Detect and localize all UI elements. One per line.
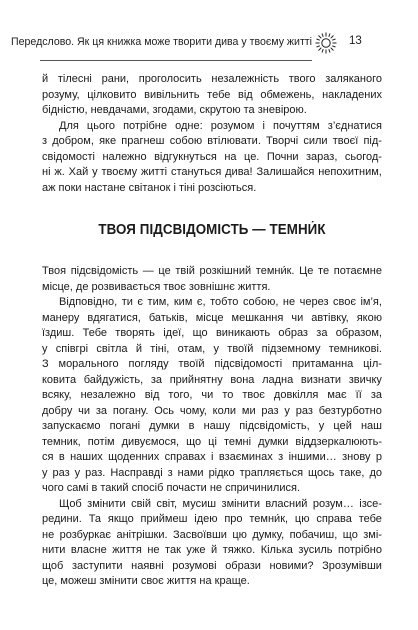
text-line: ковита байдужість, за прийнятну вона ладна визнати звичку (42, 373, 382, 386)
page-body (42, 72, 382, 590)
text-line: й тілесні рани, проголосить незалежність твого заляканого (42, 73, 382, 85)
text-line: чого самі в такий спосіб почасти не спричинилися. (42, 482, 300, 494)
page-number: 13 (349, 35, 362, 47)
text-line: З морального погляду твоїй підсвідомості притаманна ціл- (42, 358, 382, 370)
text-line: аж поки настане світанок і тіні розсіються. (42, 181, 257, 194)
text-line: темник, потім дивуємося, що ці темні думки віддзеркалюють- (42, 435, 382, 448)
text-line: щоб заступити наявні розумові образи новими? Зрозумівши (42, 559, 382, 572)
section-heading: ТВОЯ ПІДСВІДОМІСТЬ — ТЕМНИ́К (98, 222, 326, 238)
header-rule (40, 60, 312, 61)
text-line: не розбуркає анітрішки. Засвоївши цю думку, побачиш, що змі- (42, 528, 382, 541)
text-line: запускаємо погані думки в нашу підсвідомість, у цей наш (42, 420, 382, 432)
paragraph (42, 497, 382, 590)
text-line: Для цього потрібне одне: розумом і почуттям з’єднатися (59, 119, 382, 132)
paragraph (42, 295, 382, 497)
text-line: Щоб змінити свій світ, мусиш змінити власний розум… ізсе- (59, 497, 382, 510)
paragraph (42, 72, 382, 119)
text-line: з добром, яке прагнеш собою втілювати. Творчі сили твоєї під- (42, 135, 382, 147)
text-line: Відповідно, ти є тим, ким є, тобто собою, не через своє ім’я, (59, 296, 382, 308)
text-line: добру чи за погану. Ось чому, коли ми раз у раз безтурботно (42, 404, 382, 417)
text-line: бідністю, невдачами, згодами, скрутою та зневірою. (42, 104, 307, 116)
text-line: у співгрі світла й тіні, отам, у твоїй підземному темникові. (42, 342, 382, 355)
text-line: місце, де розвивається твоє зовнішнє життя. (42, 280, 271, 293)
paragraph (42, 264, 382, 295)
header-title: Передслово. Як ця книжка може творити дива у твоєму житті (11, 36, 312, 48)
text-line: ся в наших щоденних справах і взаєминах з іншими… знову р (42, 451, 382, 463)
text-line: свідомості належно відгукнуться на це. Почни зараз, сьогод- (42, 150, 382, 163)
text-line: редини. Та якщо приймеш ідею про темни́к, цю справа тебе (42, 513, 382, 525)
text-line: розуму, цілковито вивільнить тебе від обмежень, накладених (42, 88, 382, 101)
text-line: це, можеш змінити своє життя на краще. (42, 575, 250, 587)
text-line: манеру вдягатися, батьків, місце мешкання чи автівку, якою (42, 311, 382, 324)
text-line: їздиш. Тебе творять ідеї, що виникають образ за образом, (42, 327, 382, 339)
text-line: Твоя підсвідомість — це твій розкішний темни́к. Це те потаємне (42, 265, 382, 277)
text-line: нити власне життя не так уже й тяжко. Кілька зусиль потрібно (42, 544, 382, 556)
sun-icon (314, 31, 338, 55)
text-line: всяку, незалежно від того, чи то твоє довкілля має її за (42, 389, 382, 401)
text-line: ні ж. Хай у твоєму житті стануться дива! Залишайся непохитним, (42, 166, 382, 178)
paragraph (42, 119, 382, 197)
running-header (0, 34, 418, 54)
text-line: у раз у раз. Насправді з нами рідко трапляється щось таке, до (42, 466, 382, 479)
